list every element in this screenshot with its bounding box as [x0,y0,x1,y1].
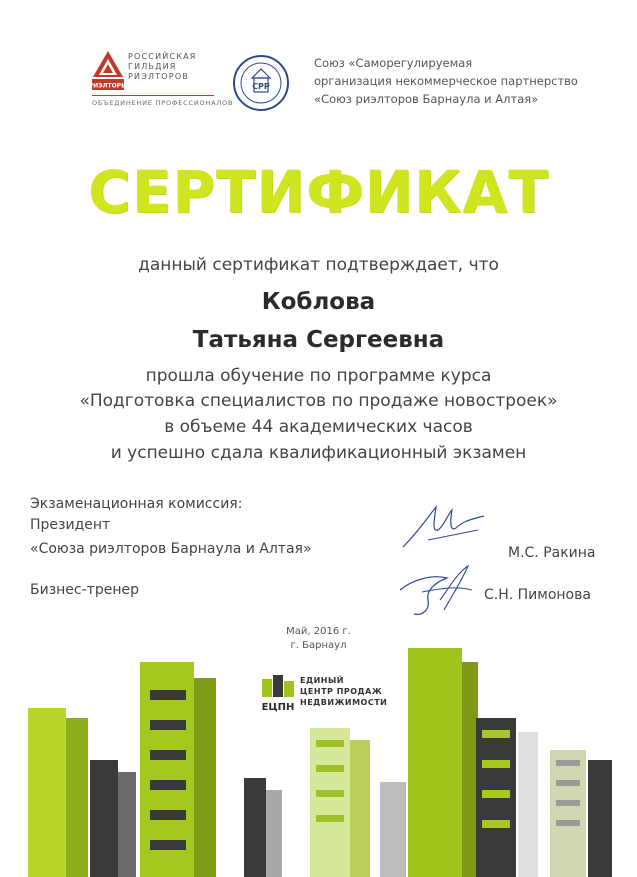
commission-label: Экзаменационная комиссия: [30,496,243,512]
recipient-surname: Коблова [261,289,376,315]
certificate-body-line: «Подготовка специалистов по продаже новостроек» [79,391,558,411]
rgr-logo-line: ГИЛЬДИЯ [128,62,177,71]
issue-city: г. Барнаул [290,640,347,651]
president-signature-icon [398,502,488,552]
building [90,760,118,877]
rgr-logo [88,50,234,108]
building [550,750,586,877]
certificate-title: СЕРТИФИКАТ [88,158,549,226]
certificate-intro: данный сертификат подтверждает, что [138,255,499,275]
building [194,678,216,877]
svg-text:ЕЦПН: ЕЦПН [261,702,295,713]
rgr-logo-divider [92,95,214,96]
building [408,648,462,877]
recipient-given-names: Татьяна Сергеевна [192,327,445,353]
building [380,782,406,877]
ecpn-logo-line: ЦЕНТР ПРОДАЖ [300,687,383,696]
trainer-label: Бизнес-тренер [30,582,139,598]
rgr-logo-line: РИЭЛТОРОВ [128,72,190,81]
certificate-body-line: и успешно сдала квалификационный экзамен [110,443,527,463]
building [118,772,136,877]
svg-text:СРР: СРР [252,82,270,91]
president-name: М.С. Ракина [508,545,596,561]
union-name: «Союза риэлторов Барнаула и Алтая» [30,541,312,557]
certificate-body-line: в объеме 44 академических часов [164,417,473,437]
union-line: организация некоммерческое партнерство [314,74,578,88]
president-label: Президент [30,517,111,533]
building [462,662,478,877]
building [266,790,282,877]
rgr-logo-subtitle: ОБЪЕДИНЕНИЕ ПРОФЕССИОНАЛОВ [92,99,234,107]
ecpn-logo [258,675,398,715]
union-description [314,54,578,108]
certificate-body-line: прошла обучение по программе курса [145,366,492,386]
ecpn-logo-text [300,675,387,708]
ecpn-logo-line: ЕДИНЫЙ [300,676,344,685]
building [310,728,350,877]
building [518,732,538,877]
building [588,760,612,877]
rgr-logo-text [128,52,197,82]
building [350,740,370,877]
union-seal-icon [232,54,290,112]
issue-date: Май, 2016 г. [286,626,351,637]
ecpn-logo-line: НЕДВИЖИМОСТИ [300,698,388,707]
svg-text:РИЭЛТОРЫ: РИЭЛТОРЫ [88,82,128,90]
rgr-logo-line: РОССИЙСКАЯ [128,52,197,61]
building [244,778,266,877]
ecpn-logo-mark-icon [258,675,298,715]
rgr-logo-mark-icon [88,50,128,92]
building [28,708,66,877]
trainer-name: С.Н. Пимонова [484,587,591,603]
union-line: Союз «Саморегулируемая [314,56,473,70]
building [66,718,88,877]
union-line: «Союз риэлторов Барнаула и Алтая» [314,92,539,106]
